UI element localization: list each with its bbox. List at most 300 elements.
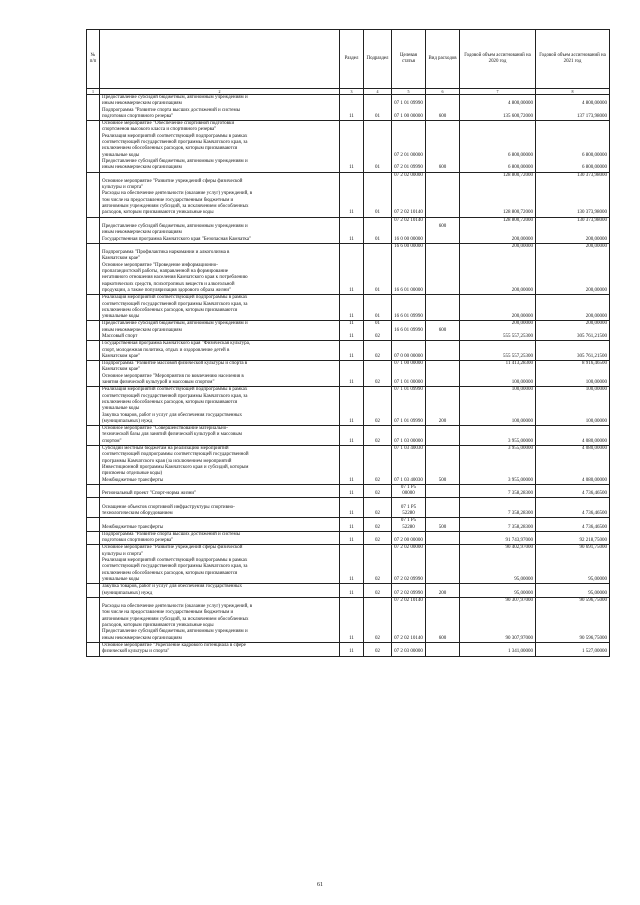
row-name-line: том числе на предоставление государственным бюджетным и	[102, 197, 234, 203]
row-target-article-value: 16 6 01 00000	[394, 287, 423, 293]
row-razdel-value: 11	[349, 491, 354, 497]
row-amount-2020-value: 3 955,00000	[508, 477, 533, 483]
row-target-article-cell	[392, 531, 426, 545]
row-target-article-cell	[392, 217, 426, 243]
table-row	[87, 387, 610, 426]
row-podrazdel-cell	[364, 584, 392, 598]
row-razdel-value: 11	[349, 210, 354, 216]
row-name-cell	[100, 295, 340, 321]
row-amount-2020-value: 100,00000	[511, 387, 533, 393]
row-name-line: исключением обособленных расходов, которым присваиваются	[102, 146, 238, 152]
row-razdel-value: 11	[349, 418, 354, 424]
row-target-article-cell	[392, 321, 426, 341]
row-razdel-value: 11	[349, 590, 354, 596]
row-amount-2020-value: 3 955,00000	[508, 438, 533, 444]
row-target-article-cell	[392, 387, 426, 426]
row-amount-2021-value: 4 800,00000	[582, 101, 607, 107]
row-name-line: подготовки спортивного резерва"	[102, 113, 174, 119]
row-name-line: Массовый спорт	[102, 333, 138, 339]
row-amount-2020-value: 7 358,28300	[508, 524, 533, 530]
row-podrazdel-value: 01	[375, 165, 380, 171]
row-name-line: расходов, которым присваиваются уникальные коды	[102, 623, 214, 629]
row-name-line: расходов, которым присваиваются уникальные коды	[102, 210, 214, 216]
blank-line	[428, 511, 457, 517]
row-target-article-value: 07 2 02 00000	[394, 172, 423, 178]
row-razdel-cell	[340, 321, 364, 341]
row-amount-2020-cell	[460, 545, 536, 584]
header-razdel: Раздел	[340, 30, 364, 89]
row-target-article-value: 07 1 01 09990	[394, 387, 423, 393]
row-podrazdel-value: 02	[375, 511, 380, 516]
row-amount-2020-value: 3 955,00000	[508, 446, 533, 452]
row-name-line: Основное мероприятие "Укрепление кадрового потенциала в сфере	[102, 642, 246, 648]
table-row	[87, 217, 610, 243]
row-name-line: пропагандистской работы, направленной на формирование	[102, 269, 229, 275]
row-amount-2020-value: 128 800,72000	[503, 172, 533, 178]
row-name-line: Предоставление субсидий бюджетным, автономным учреждениям и	[102, 223, 248, 229]
row-amount-2021-value: 6 800,00000	[582, 165, 607, 171]
row-razdel-value: 11	[349, 165, 354, 171]
row-podrazdel-cell	[364, 321, 392, 341]
row-name-cell	[100, 321, 340, 341]
row-number-cell	[87, 295, 100, 321]
row-name-line: иным некоммерческим организациям	[102, 101, 182, 107]
row-name-line: занятия физической культурой и массовым спортом"	[102, 380, 215, 386]
row-amount-2021-value: 95,00000	[588, 576, 607, 582]
row-amount-2020-value: 11 413,28300	[505, 361, 533, 367]
row-target-article-value: 07 1 P5 52280	[400, 518, 417, 530]
row-number-cell	[87, 217, 100, 243]
budget-table-container	[86, 29, 609, 657]
row-podrazdel-value: 02	[375, 477, 380, 483]
row-name-line: соответствующей государственной программы Камчатского края, за	[102, 140, 248, 146]
row-razdel-cell	[340, 387, 364, 426]
row-number-cell	[87, 484, 100, 498]
row-amount-2021-value: 90 691,75000	[579, 545, 607, 551]
row-target-article-value: 07 2 02 10140	[394, 635, 423, 641]
row-amount-2021-value: 305 761,21500	[577, 353, 607, 359]
row-number-cell	[87, 243, 100, 294]
row-amount-2021-value: 4 080,00000	[582, 477, 607, 483]
row-target-article-cell	[392, 95, 426, 121]
row-expense-type-value: 500	[438, 524, 447, 530]
row-name-line: соответствующей подпрограммы соответствующей государственной	[102, 452, 249, 458]
row-name-line: соответствующей государственной программы Камчатского края, за	[102, 301, 248, 307]
row-podrazdel-cell	[364, 95, 392, 121]
blank-line	[428, 334, 457, 340]
row-amount-2020-value: 7 358,28300	[508, 511, 533, 516]
table-row	[87, 531, 610, 545]
row-expense-type-value: 600	[438, 165, 447, 171]
header-expense-type: Вид расходов	[426, 30, 460, 89]
row-name-line: Основное мероприятие "Развитие учреждений сферы физической	[102, 178, 243, 184]
row-amount-2021-value: 130 373,98000	[577, 172, 607, 178]
row-target-article-value: 07 1 01 00000	[394, 380, 423, 386]
row-name-line: (муниципальных) нужд	[102, 418, 153, 424]
row-razdel-value: 11	[349, 576, 354, 582]
row-number-cell	[87, 321, 100, 341]
row-name-line: уникальные коды	[102, 152, 140, 158]
row-target-article-value: 07 2 02 09990	[394, 576, 423, 582]
row-amount-2021-value: 137 173,98000	[577, 113, 607, 119]
row-amount-2021-cell	[536, 484, 610, 498]
row-name-line: Оснащение объектов спортивной инфраструктуры спортивно-	[102, 504, 235, 510]
row-name-line: уникальные коды	[102, 576, 140, 582]
row-name-line: Реализация мероприятий соответствующей подпрограммы в рамках	[102, 295, 248, 301]
column-number: 3	[340, 89, 364, 95]
row-podrazdel-cell	[364, 498, 392, 518]
header-target-article: Целевая статья	[392, 30, 426, 89]
row-target-article-value: 07 2 02 10140	[394, 597, 423, 603]
row-name-line: иным некоммерческим организациям	[102, 635, 182, 641]
row-amount-2021-cell	[536, 321, 610, 341]
row-name-line: Подпрограмма "Развитие спорта высших достижений и системы	[102, 107, 240, 113]
row-podrazdel-cell	[364, 597, 392, 642]
row-name-line: автономным учреждениям субсидий, за исключением обособленных	[102, 204, 249, 210]
row-amount-2021-value: 4 736,46500	[582, 524, 607, 530]
row-amount-2020-value: 90 307,97000	[505, 597, 533, 603]
row-expense-type-cell	[426, 446, 460, 485]
row-number-cell	[87, 121, 100, 172]
row-name-cell	[100, 361, 340, 387]
row-amount-2020-cell	[460, 446, 536, 485]
row-amount-2021-cell	[536, 545, 610, 584]
row-name-line: Основное мероприятие "Совершенствование материально-	[102, 426, 228, 432]
row-name-line: соответствующей государственной программы Камчатского края, за	[102, 564, 248, 570]
blank-line	[428, 380, 457, 386]
table-row	[87, 243, 610, 294]
row-target-article-value: 07 1 P5 00000	[400, 484, 417, 497]
row-podrazdel-value: 02	[375, 333, 380, 339]
row-name-line: соответствующей государственной программы Камчатского края, за	[102, 393, 248, 399]
table-row	[87, 121, 610, 172]
row-podrazdel-value: 02	[375, 576, 380, 582]
row-podrazdel-cell	[364, 387, 392, 426]
row-razdel-cell	[340, 484, 364, 498]
row-name-line: уникальные коды	[102, 406, 140, 412]
row-amount-2020-value: 90 402,97000	[505, 545, 533, 551]
column-number: 2	[100, 89, 340, 95]
row-target-article-value: 07 2 01 09990	[394, 165, 423, 171]
row-expense-type-cell	[426, 121, 460, 172]
row-name-cell	[100, 642, 340, 656]
row-amount-2021-value: 200,00000	[585, 243, 607, 249]
row-target-article-value: 16 6 01 09990	[394, 314, 423, 320]
table-row	[87, 361, 610, 387]
row-amount-2020-value: 95,00000	[514, 590, 533, 596]
row-amount-2021-cell	[536, 95, 610, 121]
row-name-line: подготовки спортивного резерва"	[102, 538, 174, 544]
row-target-article-cell	[392, 597, 426, 642]
blank-line	[428, 538, 457, 544]
row-expense-type-cell	[426, 545, 460, 584]
row-amount-2021-value: 100,00000	[585, 380, 607, 386]
row-amount-2021-value: 4 080,00000	[582, 446, 607, 452]
table-row	[87, 295, 610, 321]
row-amount-2021-value: 1 527,00000	[582, 649, 607, 655]
row-amount-2021-cell	[536, 518, 610, 532]
table-row	[87, 172, 610, 217]
row-podrazdel-cell	[364, 121, 392, 172]
row-razdel-value: 11	[349, 511, 354, 516]
row-podrazdel-value: 01	[375, 113, 380, 119]
row-name-cell	[100, 531, 340, 545]
row-name-cell	[100, 172, 340, 217]
row-amount-2021-value: 130 373,98000	[577, 210, 607, 216]
row-podrazdel-cell	[364, 518, 392, 532]
row-amount-2021-cell	[536, 217, 610, 243]
row-expense-type-value: 500	[438, 477, 447, 483]
row-podrazdel-cell	[364, 446, 392, 485]
row-name-line: Межбюджетные трансферты	[102, 477, 164, 483]
row-target-article-cell	[392, 121, 426, 172]
row-amount-2020-value: 6 800,00000	[508, 165, 533, 171]
row-amount-2020-value: 555 557,25300	[503, 333, 533, 339]
row-amount-2020-cell	[460, 341, 536, 361]
row-name-cell	[100, 341, 340, 361]
row-amount-2020-cell	[460, 243, 536, 294]
row-target-article-value: 16 0 00 00000	[394, 236, 423, 242]
row-name-line: Предоставление субсидий бюджетным, автономным учреждениям и	[102, 629, 248, 635]
row-name-line: Предоставление субсидий бюджетным, автономным учреждениям и	[102, 158, 248, 164]
row-razdel-cell	[340, 361, 364, 387]
row-target-article-cell	[392, 584, 426, 598]
row-name-line: исключением обособленных расходов, которым присваиваются	[102, 307, 238, 313]
row-razdel-cell	[340, 121, 364, 172]
row-amount-2020-value: 128 800,72000	[503, 210, 533, 216]
row-name-line: исключением обособленных расходов, которым присваиваются	[102, 570, 238, 576]
row-podrazdel-value: 01	[375, 236, 380, 242]
row-name-line: уникальные коды	[102, 314, 140, 320]
row-razdel-value: 11	[349, 321, 354, 327]
row-target-article-cell	[392, 545, 426, 584]
row-amount-2021-value: 100,00000	[585, 418, 607, 424]
table-row	[87, 341, 610, 361]
row-amount-2020-cell	[460, 121, 536, 172]
row-name-line: иным некоммерческим организациям	[102, 230, 182, 236]
row-amount-2021-value: 130 373,98000	[577, 217, 607, 223]
row-amount-2020-cell	[460, 531, 536, 545]
row-razdel-cell	[340, 243, 364, 294]
row-podrazdel-value: 02	[375, 538, 380, 544]
row-number-cell	[87, 95, 100, 121]
row-amount-2020-value: 1 341,00000	[508, 649, 533, 655]
row-amount-2020-cell	[460, 642, 536, 656]
row-target-article-value: 07 2 02 10140	[394, 217, 423, 223]
row-name-line: исключением обособленных расходов, которым присваиваются	[102, 399, 238, 405]
row-target-article-value: 07 1 01 09990	[394, 418, 423, 424]
row-amount-2020-value: 100,00000	[511, 380, 533, 386]
row-target-article-value: 07 1 01 09990	[394, 101, 423, 107]
row-target-article-value: 07 0 00 00000	[394, 353, 423, 359]
row-target-article-cell	[392, 243, 426, 294]
row-target-article-value: 07 2 02 00000	[394, 545, 423, 551]
row-name-line: продукции, а также популяризация здорового образа жизни"	[102, 287, 232, 293]
row-name-line: спортом"	[102, 438, 122, 444]
row-number-cell	[87, 446, 100, 485]
row-name-line: Реализация мероприятий соответствующей подпрограммы в рамках	[102, 558, 248, 564]
row-razdel-value: 11	[349, 287, 354, 293]
row-expense-type-cell	[426, 387, 460, 426]
column-number: 8	[536, 89, 610, 95]
row-target-article-value: 07 1 03 40030	[394, 477, 423, 483]
row-razdel-value: 11	[349, 538, 354, 544]
row-razdel-cell	[340, 498, 364, 518]
row-name-line: Основное мероприятие "Мероприятия по вовлечению населения в	[102, 373, 244, 379]
row-amount-2021-cell	[536, 498, 610, 518]
table-header-row	[87, 30, 610, 89]
row-name-cell	[100, 484, 340, 498]
row-name-line: Камчатском крае"	[102, 353, 141, 359]
table-row	[87, 642, 610, 656]
row-podrazdel-cell	[364, 172, 392, 217]
row-name-line: Государственная программа Камчатского края "Физическая культура,	[102, 341, 251, 347]
row-podrazdel-value: 01	[375, 210, 380, 216]
column-number: 5	[392, 89, 426, 95]
row-name-line: Предоставление субсидий бюджетным, автономным учреждениям и	[102, 95, 248, 100]
row-name-line: Подпрограмма "Развитие спорта высших достижений и системы	[102, 531, 240, 537]
row-name-line: технологическим оборудованием	[102, 511, 173, 516]
row-amount-2020-value: 200,00000	[511, 236, 533, 242]
row-razdel-value: 11	[349, 477, 354, 483]
row-number-cell	[87, 387, 100, 426]
row-razdel-value: 11	[349, 353, 354, 359]
table-row	[87, 597, 610, 642]
header-num: № п/п	[87, 30, 100, 89]
row-podrazdel-value: 02	[375, 491, 380, 497]
row-name-line: Инвестиционной программы Камчатского края и субсидий, которым	[102, 464, 249, 470]
table-row	[87, 484, 610, 498]
row-name-line: Межбюджетные трансферты	[102, 524, 164, 530]
row-razdel-value: 11	[349, 314, 354, 320]
row-name-cell	[100, 545, 340, 584]
row-razdel-cell	[340, 597, 364, 642]
row-expense-type-cell	[426, 531, 460, 545]
table-row	[87, 95, 610, 121]
row-podrazdel-cell	[364, 426, 392, 446]
row-amount-2020-value: 128 800,72000	[503, 217, 533, 223]
row-podrazdel-value: 01	[375, 321, 380, 327]
row-amount-2020-value: 100,00000	[511, 418, 533, 424]
row-name-line: Региональный проект "Спорт-норма жизни"	[102, 491, 197, 497]
blank-line	[428, 577, 457, 583]
row-name-line: Государственная программа Камчатского края "Безопасная Камчатка"	[102, 236, 251, 242]
row-amount-2021-value: 92 218,75000	[579, 538, 607, 544]
row-amount-2021-value: 200,00000	[585, 287, 607, 293]
row-number-cell	[87, 584, 100, 598]
row-name-line: Основное мероприятие "Обеспечение спортивной подготовки	[102, 121, 235, 127]
row-razdel-value: 11	[349, 236, 354, 242]
row-target-article-value: 16 6 00 00000	[394, 243, 423, 249]
row-expense-type-cell	[426, 498, 460, 518]
row-name-cell	[100, 387, 340, 426]
row-expense-type-cell	[426, 295, 460, 321]
row-target-article-cell	[392, 295, 426, 321]
row-podrazdel-cell	[364, 295, 392, 321]
row-name-line: наркотических средств, психотропных веществ и алкогольной	[102, 281, 235, 287]
row-amount-2020-cell	[460, 597, 536, 642]
blank-line	[428, 288, 457, 294]
row-name-line: присвоены отдельные коды)	[102, 471, 163, 477]
row-name-line: Подпрограмма "Развитие массовой физической культуры и спорта в	[102, 361, 248, 367]
row-amount-2020-cell	[460, 217, 536, 243]
row-razdel-cell	[340, 217, 364, 243]
row-razdel-cell	[340, 531, 364, 545]
row-expense-type-cell	[426, 95, 460, 121]
row-target-article-value: 07 1 00 00000	[394, 113, 423, 119]
row-amount-2021-cell	[536, 243, 610, 294]
row-name-line: культуры и спорта"	[102, 551, 144, 557]
blank-line	[428, 649, 457, 655]
page-number: 61	[317, 882, 323, 888]
header-year-2021: Годовой объем ассигнований на 2021 год	[536, 30, 610, 89]
row-target-article-value: 07 2 01 00000	[394, 152, 423, 158]
row-number-cell	[87, 426, 100, 446]
row-expense-type-cell	[426, 321, 460, 341]
row-name-line: Камчатском крае"	[102, 256, 141, 262]
row-podrazdel-cell	[364, 484, 392, 498]
header-year-2020: Годовой объем ассигнований на 2020 год	[460, 30, 536, 89]
row-amount-2020-value: 200,00000	[511, 243, 533, 249]
row-razdel-cell	[340, 518, 364, 532]
row-amount-2021-value: 4 080,00000	[582, 438, 607, 444]
row-target-article-value: 07 2 02 10140	[394, 210, 423, 216]
row-amount-2020-cell	[460, 584, 536, 598]
row-amount-2021-value: 200,00000	[585, 321, 607, 327]
row-name-line: автономным учреждениям субсидий, за исключением обособленных	[102, 616, 249, 622]
row-amount-2021-cell	[536, 597, 610, 642]
table-row	[87, 446, 610, 485]
row-podrazdel-cell	[364, 642, 392, 656]
row-amount-2021-value: 305 761,21500	[577, 333, 607, 339]
header-podrazdel: Подраздел	[364, 30, 392, 89]
row-target-article-cell	[392, 498, 426, 518]
row-amount-2020-cell	[460, 426, 536, 446]
row-amount-2020-cell	[460, 95, 536, 121]
row-amount-2020-value: 555 557,25300	[503, 353, 533, 359]
row-name-cell	[100, 446, 340, 485]
row-razdel-value: 11	[349, 333, 354, 339]
row-name-line: Реализация мероприятий соответствующей подпрограммы в рамках	[102, 387, 248, 393]
budget-table	[86, 29, 610, 657]
row-amount-2021-cell	[536, 361, 610, 387]
row-expense-type-cell	[426, 584, 460, 598]
row-amount-2020-value: 7 358,28300	[508, 491, 533, 497]
row-number-cell	[87, 642, 100, 656]
row-razdel-cell	[340, 295, 364, 321]
row-razdel-cell	[340, 545, 364, 584]
row-podrazdel-value: 02	[375, 524, 380, 530]
row-amount-2021-cell	[536, 387, 610, 426]
blank-line	[428, 210, 457, 216]
row-amount-2020-value: 90 307,97000	[505, 635, 533, 641]
row-name-line: Основное мероприятие "Развитие учреждений сферы физической	[102, 545, 243, 551]
row-target-article-value: 07 1 03 00000	[394, 438, 423, 444]
row-amount-2021-value: 90 596,75000	[579, 597, 607, 603]
row-podrazdel-value: 01	[375, 314, 380, 320]
row-expense-type-cell	[426, 341, 460, 361]
row-amount-2020-value: 135 600,72000	[503, 113, 533, 119]
column-number: 1	[87, 89, 100, 95]
table-body	[87, 95, 610, 657]
row-target-article-value: 07 1 P5 52280	[400, 504, 417, 516]
row-amount-2020-value: 200,00000	[511, 287, 533, 293]
row-name-cell	[100, 584, 340, 598]
row-name-line: Подпрограмма "Профилактика наркомании и алкоголизма в	[102, 250, 230, 256]
row-amount-2020-cell	[460, 172, 536, 217]
row-number-cell	[87, 531, 100, 545]
row-target-article-cell	[392, 172, 426, 217]
